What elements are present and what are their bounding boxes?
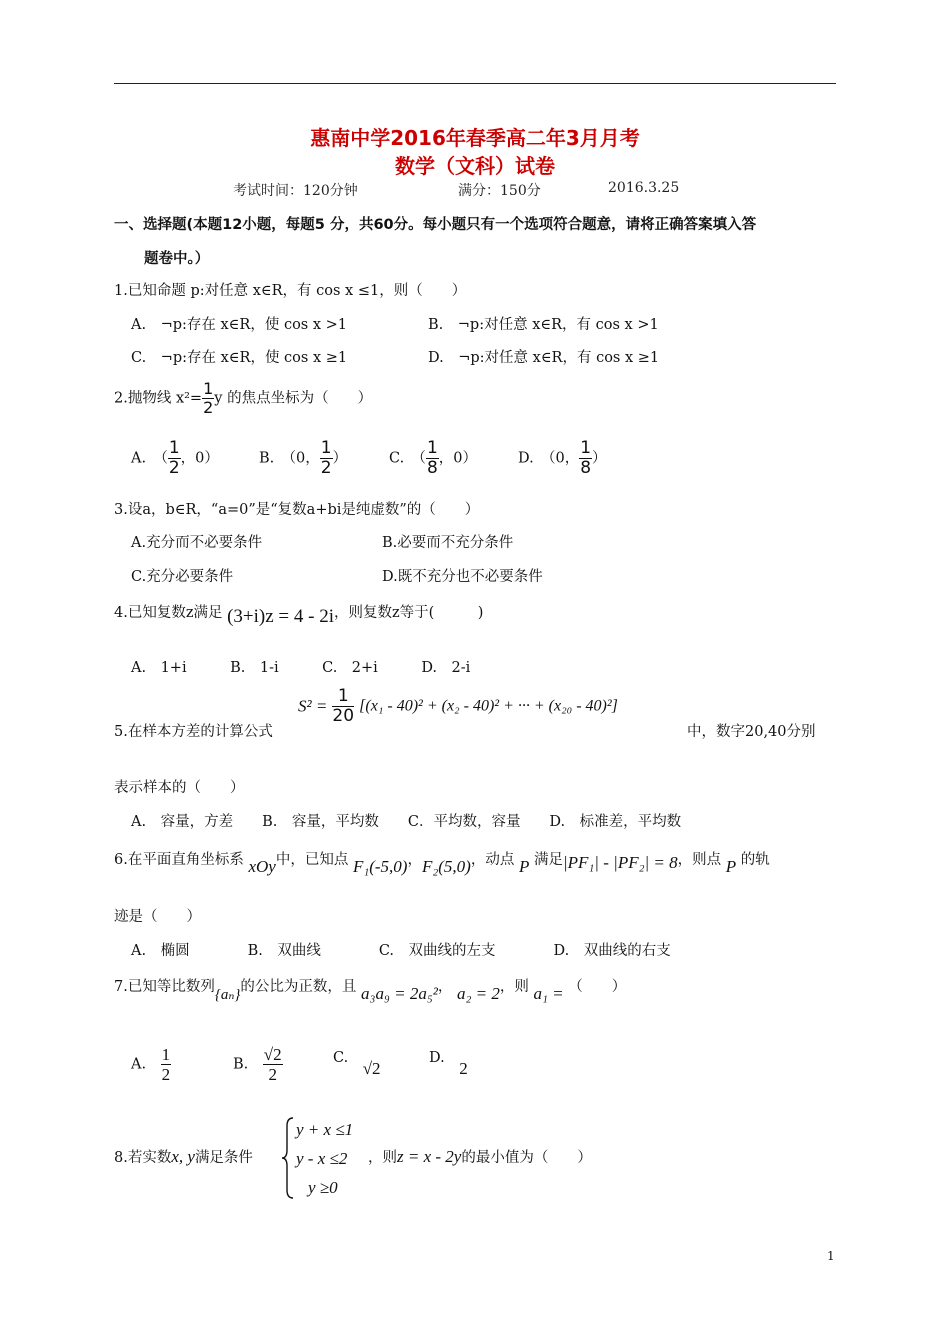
question-5-stem-pre: 5.在样本方差的计算公式 — [114, 724, 273, 740]
question-2-option-b: B. （0， $\frac{1}{2}$ ） — [259, 438, 348, 478]
question-8-stem-post: ，则z = x - 2y的最小值为（ ） — [368, 1147, 592, 1166]
question-7-stem: 7.已知等比数列{aₙ}的公比为正数，且 a₃a₉ = 2a₅²， a₂ = 2，则 a₁ = （ ） — [114, 979, 627, 1003]
question-1-option-d: D. ¬p:对任意 x∈R，有 cos x ≥1 — [428, 350, 660, 366]
question-5-options: A. 容量，方差 B. 容量，平均数 C．平均数，容量 D. 标准差，平均数 — [131, 814, 682, 830]
question-4-options: A. 1+i B. 1-i C. 2+i D. 2-i — [131, 660, 471, 676]
question-3-option-a: A.充分而不必要条件 — [131, 535, 263, 551]
exam-title: 惠南中学2016年春季高二年3月月考 — [310, 126, 640, 150]
question-5-line2: 表示样本的（ ） — [114, 780, 245, 796]
question-1-stem: 1.已知命题 p:对任意 x∈R，有 cos x ≤1，则（ ） — [114, 283, 467, 299]
question-6-line2: 迹是（ ） — [114, 909, 201, 925]
page-number: 1 — [827, 1249, 835, 1263]
question-7-option-b: B. $\frac{√2}{2}$ — [233, 1045, 282, 1084]
question-7-option-c: C. √2 — [333, 1050, 381, 1078]
question-3-option-d: D.既不充分也不必要条件 — [382, 569, 543, 585]
fraction: $\frac{1}{2}$ — [203, 379, 214, 417]
question-8-stem-pre: 8.若实数x, y满足条件 — [114, 1147, 253, 1166]
question-2-stem: 2.抛物线 x²= $\frac{1}{2}$ y 的焦点坐标为（ ） — [114, 379, 373, 417]
system-brace — [281, 1116, 295, 1200]
question-7-option-d: D. 2 — [429, 1050, 468, 1078]
question-2-option-d: D. （0， $\frac{1}{8}$ ） — [518, 438, 607, 478]
question-3-option-c: C.充分必要条件 — [131, 569, 234, 585]
question-8-constraint-2: y - x ≤2 — [296, 1149, 348, 1168]
full-score: 满分：150分 — [458, 183, 541, 199]
question-6-stem: 6.在平面直角坐标系 xOy中，已知点 F₁(-5,0)，F₂(5,0)，动点 P 满足|PF₁| - |PF₂| = 8，则点 P 的轨 — [114, 852, 770, 876]
question-4-stem: 4.已知复数z满足 (3+i)z = 4 - 2i，则复数z等于( ) — [114, 605, 484, 627]
exam-subtitle: 数学（文科）试卷 — [395, 154, 555, 178]
question-5-stem-post: 中，数字20,40分别 — [687, 724, 816, 740]
question-5-formula: S² = $\frac{1}{20}$ [(x₁ - 40)² + (x₂ - 40)² + ··· + (x₂₀ - 40)²] — [298, 686, 618, 726]
exam-date: 2016.3.25 — [608, 180, 680, 196]
section-heading-line2: 题卷中。） — [144, 251, 210, 267]
exam-time: 考试时间：120分钟 — [233, 183, 358, 199]
question-8-constraint-1: y + x ≤1 — [296, 1120, 354, 1139]
question-8-constraint-3: y ≥0 — [308, 1178, 338, 1197]
question-2-option-a: A. （ $\frac{1}{2}$ ，0） — [131, 438, 219, 478]
question-4-formula: (3+i)z = 4 - 2i — [227, 606, 334, 627]
question-1-option-c: C. ¬p:存在 x∈R，使 cos x ≥1 — [131, 350, 348, 366]
question-1-option-b: B. ¬p:对任意 x∈R，有 cos x >1 — [428, 317, 659, 333]
question-2-option-c: C. （ $\frac{1}{8}$ ，0） — [389, 438, 477, 478]
question-3-stem: 3.设a，b∈R，“a=0”是“复数a+bi是纯虚数”的（ ） — [114, 502, 480, 518]
question-6-options: A. 椭圆 B. 双曲线 C. 双曲线的左支 D. 双曲线的右支 — [131, 943, 671, 959]
section-heading-line1: 一、选择题(本题12小题，每题5 分，共60分。每小题只有一个选项符合题意，请将正确答案填入答 — [114, 217, 757, 233]
question-3-option-b: B.必要而不充分条件 — [382, 535, 514, 551]
question-7-option-a: A. $\frac{1}{2}$ — [131, 1045, 171, 1084]
header-rule — [114, 83, 836, 84]
question-1-option-a: A. ¬p:存在 x∈R，使 cos x >1 — [131, 317, 348, 333]
